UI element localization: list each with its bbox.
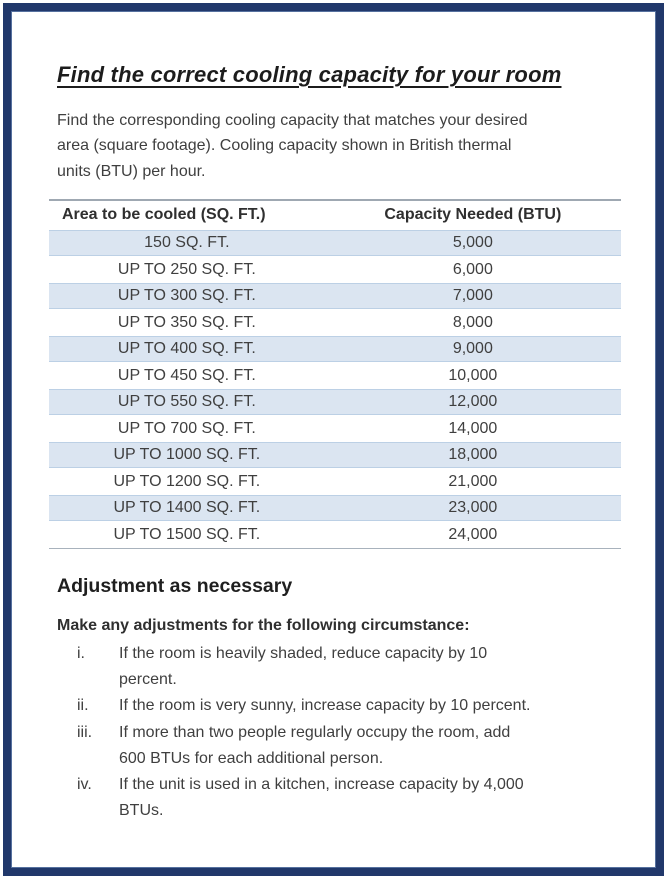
list-item-marker: i. xyxy=(77,644,85,662)
page-border xyxy=(3,3,664,876)
list-item-marker: ii. xyxy=(77,697,89,715)
list-item-line: If more than two people regularly occupy the room, add xyxy=(119,723,511,741)
capacity-table xyxy=(49,199,621,549)
page-content xyxy=(11,11,656,824)
table-row xyxy=(49,415,621,442)
list-item-line: If the room is very sunny, increase capacity by 10 percent. xyxy=(119,697,531,715)
intro-line: area (square footage). Cooling capacity shown in British thermal xyxy=(57,137,512,155)
capacity-cell: 5,000 xyxy=(452,234,493,252)
list-item-text xyxy=(119,693,614,719)
area-cell: UP TO 450 SQ. FT. xyxy=(117,366,256,384)
intro-line: units (BTU) per hour. xyxy=(57,162,206,180)
adjustment-heading: Adjustment as necessary xyxy=(57,574,293,597)
list-item-text xyxy=(119,641,614,693)
column-header-capacity: Capacity Needed (BTU) xyxy=(384,206,562,224)
area-cell: UP TO 550 SQ. FT. xyxy=(117,393,256,411)
list-item-line: BTUs. xyxy=(119,802,164,820)
area-cell: UP TO 400 SQ. FT. xyxy=(117,340,256,358)
capacity-cell: 14,000 xyxy=(448,419,498,437)
capacity-cell: 23,000 xyxy=(448,499,498,517)
table-row xyxy=(49,442,621,469)
area-cell: UP TO 1200 SQ. FT. xyxy=(113,472,261,490)
area-cell: UP TO 1500 SQ. FT. xyxy=(113,525,261,543)
intro-paragraph xyxy=(57,108,616,184)
table-row xyxy=(49,283,621,310)
list-item xyxy=(57,720,616,772)
list-item-line: If the unit is used in a kitchen, increase capacity by 4,000 xyxy=(119,775,524,793)
list-item-marker: iv. xyxy=(77,775,92,793)
column-header-area: Area to be cooled (SQ. FT.) xyxy=(62,206,266,224)
table-row xyxy=(49,362,621,389)
capacity-cell: 9,000 xyxy=(452,340,493,358)
list-item xyxy=(57,693,616,719)
table-row xyxy=(49,468,621,495)
capacity-cell: 21,000 xyxy=(448,472,498,490)
document-title: Find the correct cooling capacity for your room xyxy=(57,62,562,87)
area-cell: UP TO 700 SQ. FT. xyxy=(117,419,256,437)
adjustment-list xyxy=(57,641,616,824)
list-item xyxy=(57,772,616,824)
capacity-table-header xyxy=(49,199,621,230)
list-item-text xyxy=(119,720,614,772)
table-row xyxy=(49,389,621,416)
capacity-cell: 8,000 xyxy=(452,313,493,331)
capacity-cell: 12,000 xyxy=(448,393,498,411)
capacity-cell: 7,000 xyxy=(452,287,493,305)
table-row xyxy=(49,521,621,548)
area-cell: UP TO 300 SQ. FT. xyxy=(117,287,256,305)
list-item-text xyxy=(119,772,614,824)
table-row xyxy=(49,336,621,363)
capacity-cell: 24,000 xyxy=(448,525,498,543)
list-item-line: If the room is heavily shaded, reduce capacity by 10 xyxy=(119,644,488,662)
area-cell: UP TO 1400 SQ. FT. xyxy=(113,499,261,517)
adjustment-lead: Make any adjustments for the following circumstance: xyxy=(57,616,470,634)
capacity-table-body xyxy=(49,230,621,549)
capacity-cell: 6,000 xyxy=(452,260,493,278)
area-cell: UP TO 350 SQ. FT. xyxy=(117,313,256,331)
list-item-line: percent. xyxy=(119,671,177,689)
table-row xyxy=(49,309,621,336)
table-row xyxy=(49,256,621,283)
area-cell: UP TO 1000 SQ. FT. xyxy=(113,446,261,464)
capacity-cell: 18,000 xyxy=(448,446,498,464)
intro-line: Find the corresponding cooling capacity that matches your desired xyxy=(57,112,528,129)
area-cell: UP TO 250 SQ. FT. xyxy=(117,260,256,278)
list-item xyxy=(57,641,616,693)
list-item-line: 600 BTUs for each additional person. xyxy=(119,749,384,767)
capacity-cell: 10,000 xyxy=(448,366,498,384)
table-row xyxy=(49,230,621,257)
table-row xyxy=(49,495,621,522)
area-cell: 150 SQ. FT. xyxy=(144,234,230,252)
list-item-marker: iii. xyxy=(77,723,93,741)
